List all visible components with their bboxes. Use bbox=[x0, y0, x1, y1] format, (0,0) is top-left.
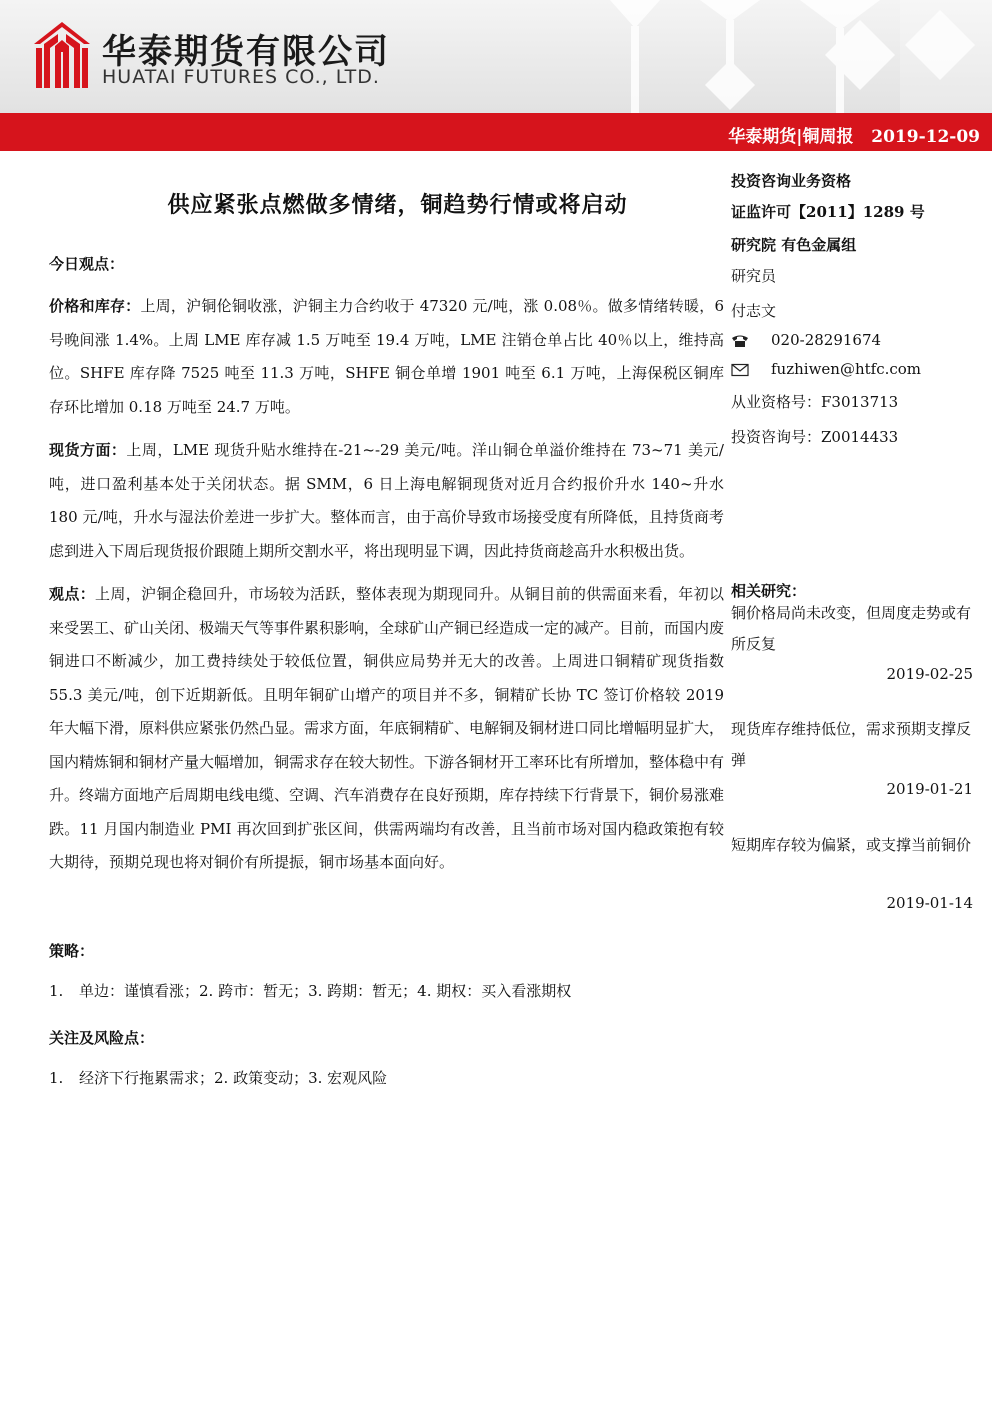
license-number: 证监许可【2011】1289 号 bbox=[731, 203, 925, 221]
paragraph-lead: 现货方面： bbox=[49, 441, 127, 459]
mail-icon bbox=[731, 363, 749, 377]
article-body bbox=[49, 150, 724, 1090]
risk-item bbox=[49, 1066, 724, 1090]
strategy-label: 策略： bbox=[49, 941, 95, 960]
company-name-cn: 华泰期货有限公司 bbox=[102, 32, 390, 72]
article-title: 供应紧张点燃做多情绪，铜趋势行情或将启动 bbox=[167, 192, 628, 218]
email-address[interactable]: fuzhiwen@htfc.com bbox=[771, 360, 922, 378]
paragraph-view bbox=[49, 578, 724, 880]
related-item-title[interactable]: 短期库存较为偏紧，或支撑当前铜价 bbox=[731, 836, 972, 854]
list-text: 单边：谨慎看涨；2. 跨市：暂无；3. 跨期：暂无；4. 期权：买入看涨期权 bbox=[79, 981, 572, 1000]
related-item-date: 2019-01-21 bbox=[886, 780, 973, 798]
company-name-en: HUATAI FUTURES CO., LTD. bbox=[102, 66, 380, 88]
list-text: 经济下行拖累需求；2. 政策变动；3. 宏观风险 bbox=[79, 1068, 388, 1087]
department: 研究院 有色金属组 bbox=[731, 236, 857, 254]
paragraph-text: 上周，沪铜伦铜收涨，沪铜主力合约收于 47320 元/吨，涨 0.08％。做多情绪转暖，6 号晚间涨 1.4%。上周 LME 库存减 1.5 万吨至 19.4 万吨，LME 注销仓单占比 40％以上，维持高位。SHFE 库存降 7525 吨至 11.3 万吨，SHFE 铜仓单增 1901 吨至 6.1 万吨，上海保税区铜库存环比增加 0.18 万吨至 24.7 万吨。 bbox=[49, 297, 724, 416]
advisory-number: 投资咨询号：Z0014433 bbox=[731, 428, 899, 446]
risk-label: 关注及风险点： bbox=[49, 1028, 155, 1047]
paragraph-lead: 价格和库存： bbox=[49, 297, 141, 315]
paragraph-price-inventory bbox=[49, 290, 724, 424]
paragraph-spot bbox=[49, 434, 724, 568]
paragraph-text: 上周，LME 现货升贴水维持在-21~-29 美元/吨。洋山铜仓单溢价维持在 73~71 美元/吨，进口盈利基本处于关闭状态。据 SMM，6 日上海电解铜现货对近月合约报价升水 140~升水 180 元/吨，升水与湿法价差进一步扩大。整体而言，由于高价导致市场接受度有所降低，且持货商考虑到进入下周后现货报价跟随上期所交割水平，将出现明显下调，因此持货商趁高升水积极出货。 bbox=[49, 441, 724, 560]
related-research-label: 相关研究： bbox=[731, 582, 807, 600]
author-role: 研究员 bbox=[731, 267, 777, 285]
report-date: 2019-12-09 bbox=[871, 127, 980, 147]
paragraph-lead: 观点： bbox=[49, 585, 96, 603]
today-view-label: 今日观点： bbox=[49, 255, 125, 273]
report-tag bbox=[728, 122, 980, 147]
report-header bbox=[0, 0, 992, 113]
report-series: 华泰期货|铜周报 bbox=[728, 127, 854, 147]
phone-icon bbox=[731, 334, 749, 348]
related-item-date: 2019-01-14 bbox=[886, 894, 973, 912]
author-email bbox=[731, 360, 921, 378]
author-phone bbox=[731, 331, 881, 349]
author-name: 付志文 bbox=[731, 302, 777, 320]
strategy-item bbox=[49, 979, 724, 1003]
list-number: 1. bbox=[49, 981, 64, 1000]
report-tag-bar bbox=[0, 113, 992, 151]
list-number: 1. bbox=[49, 1068, 64, 1087]
qualification-title: 投资咨询业务资格 bbox=[731, 172, 852, 190]
huatai-logo bbox=[34, 22, 90, 88]
phone-number: 020-28291674 bbox=[771, 331, 882, 349]
related-item-title[interactable]: 铜价格局尚未改变，但周度走势或有所反复 bbox=[731, 604, 972, 653]
related-item-title[interactable]: 现货库存维持低位，需求预期支撑反弹 bbox=[731, 720, 972, 769]
paragraph-text: 上周，沪铜企稳回升，市场较为活跃，整体表现为期现同升。从铜目前的供需面来看，年初以来受罢工、矿山关闭、极端天气等事件累积影响，全球矿山产铜已经造成一定的减产。目前，而国内废铜进口不断减少，加工费持续处于较低位置，铜供应局势并无大的改善。上周进口铜精矿现货指数 55.3 美元/吨，创下近期新低。且明年铜矿山增产的项目并不多，铜精矿长协 TC 签订价格较 2019 年大幅下滑，原料供应紧张仍然凸显。需求方面，年底铜精矿、电解铜及铜材进口同比增幅明显扩大，国内精炼铜和铜材产量大幅增加，铜需求存在较大韧性。下游各铜材开工率环比有所增加，整体稳中有升。终端方面地产后周期电线电缆、空调、汽车消费存在良好预期，库存持续下行背景下，铜价易涨难跌。11 月国内制造业 PMI 再次回到扩张区间，供需两端均有改善，且当前市场对国内稳政策抱有较大期待，预期兑现也将对铜价有所提振，铜市场基本面向好。 bbox=[49, 585, 725, 871]
cert-number: 从业资格号：F3013713 bbox=[731, 393, 899, 411]
related-item-date: 2019-02-25 bbox=[886, 665, 973, 683]
